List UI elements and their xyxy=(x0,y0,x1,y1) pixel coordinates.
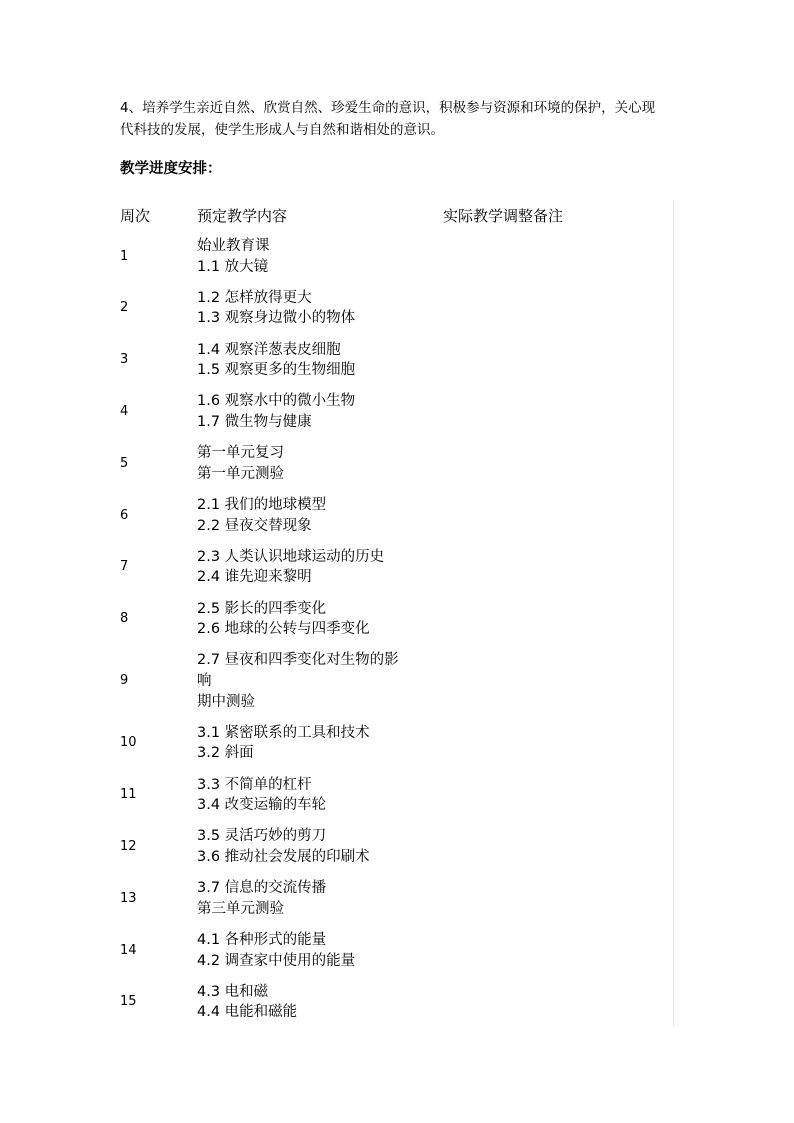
content-line: 4.3 电和磁 xyxy=(197,983,269,1000)
table-row xyxy=(0,775,794,816)
content-line: 1.3 观察身边微小的物体 xyxy=(197,310,356,327)
content-line: 3.7 信息的交流传播 xyxy=(197,880,327,897)
week-number: 3 xyxy=(120,352,129,368)
content-line: 2.1 我们的地球模型 xyxy=(197,497,327,513)
table-row xyxy=(0,599,794,640)
week-number: 9 xyxy=(120,673,129,689)
section-title: 教学进度安排： xyxy=(120,161,222,177)
content-line: 1.2 怎样放得更大 xyxy=(197,289,312,306)
content-line: 4.4 电能和磁能 xyxy=(197,1004,298,1021)
content-line: 2.3 人类认识地球运动的历史 xyxy=(197,548,385,565)
table-row xyxy=(0,236,794,277)
table-row xyxy=(0,878,794,919)
table-row xyxy=(0,650,794,712)
table-row xyxy=(0,495,794,536)
planned-content xyxy=(197,775,422,816)
week-number: 14 xyxy=(120,942,137,958)
table-row xyxy=(0,288,794,329)
content-line: 期中测验 xyxy=(197,693,255,710)
table-row xyxy=(0,391,794,432)
content-line: 2.2 昼夜交替现象 xyxy=(197,517,312,534)
table-row xyxy=(0,547,794,588)
planned-content xyxy=(197,930,422,971)
planned-content xyxy=(197,547,422,588)
planned-content xyxy=(197,723,422,764)
content-line: 4.2 调查家中使用的能量 xyxy=(197,952,356,969)
header-adjustment-note: 实际教学调整备注 xyxy=(443,207,564,225)
week-number: 12 xyxy=(120,838,137,854)
content-line: 第一单元测验 xyxy=(197,465,284,482)
table-row xyxy=(0,723,794,764)
content-line: 第三单元测验 xyxy=(197,900,284,917)
content-line: 2.5 影长的四季变化 xyxy=(197,600,327,617)
content-line: 1.1 放大镜 xyxy=(197,258,269,275)
week-number: 15 xyxy=(120,994,137,1010)
week-number: 6 xyxy=(120,507,129,523)
planned-content xyxy=(197,340,422,381)
week-number: 8 xyxy=(120,611,129,627)
week-number: 5 xyxy=(120,455,129,471)
table-row xyxy=(0,443,794,484)
planned-content xyxy=(197,878,422,919)
intro-line-2: 代科技的发展，使学生形成人与自然和谐相处的意识。 xyxy=(120,122,444,138)
planned-content xyxy=(197,495,422,536)
content-line: 2.4 谁先迎来黎明 xyxy=(197,569,312,586)
content-line: 响 xyxy=(197,672,212,689)
content-line: 2.6 地球的公转与四季变化 xyxy=(197,621,370,638)
planned-content xyxy=(197,443,422,484)
content-line: 1.7 微生物与健康 xyxy=(197,413,312,430)
week-number: 11 xyxy=(120,787,137,803)
content-line: 3.2 斜面 xyxy=(197,745,254,762)
intro-line-1: 4、培养学生亲近自然、欣赏自然、珍爱生命的意识，积极参与资源和环境的保护，关心现 xyxy=(120,100,656,116)
planned-content xyxy=(197,826,422,867)
planned-content xyxy=(197,288,422,329)
header-planned-content: 预定教学内容 xyxy=(197,207,288,225)
content-line: 3.1 紧密联系的工具和技术 xyxy=(197,724,370,741)
planned-content xyxy=(197,982,422,1023)
content-line: 3.3 不简单的杠杆 xyxy=(197,776,312,793)
content-line: 3.6 推动社会发展的印刷术 xyxy=(197,848,370,865)
planned-content xyxy=(197,236,422,277)
week-number: 2 xyxy=(120,300,129,316)
planned-content xyxy=(197,391,422,432)
header-week: 周次 xyxy=(120,207,151,225)
week-number: 13 xyxy=(120,890,137,906)
content-line: 2.7 昼夜和四季变化对生物的影 xyxy=(197,652,399,669)
table-row xyxy=(0,930,794,971)
table-row xyxy=(0,982,794,1023)
content-line: 1.5 观察更多的生物细胞 xyxy=(197,362,356,379)
week-number: 7 xyxy=(120,559,129,575)
table-row xyxy=(0,340,794,381)
content-line: 4.1 各种形式的能量 xyxy=(197,932,327,948)
planned-content xyxy=(197,650,422,712)
planned-content xyxy=(197,599,422,640)
content-line: 1.4 观察洋葱表皮细胞 xyxy=(197,341,341,358)
content-line: 第一单元复习 xyxy=(197,445,284,462)
content-line: 3.4 改变运输的车轮 xyxy=(197,797,327,814)
content-line: 始业教育课 xyxy=(197,238,270,254)
content-line: 1.6 观察水中的微小生物 xyxy=(197,393,356,410)
week-number: 4 xyxy=(120,403,129,419)
table-row xyxy=(0,826,794,867)
content-line: 3.5 灵活巧妙的剪刀 xyxy=(197,828,327,845)
week-number: 1 xyxy=(120,248,129,264)
week-number: 10 xyxy=(120,735,137,751)
